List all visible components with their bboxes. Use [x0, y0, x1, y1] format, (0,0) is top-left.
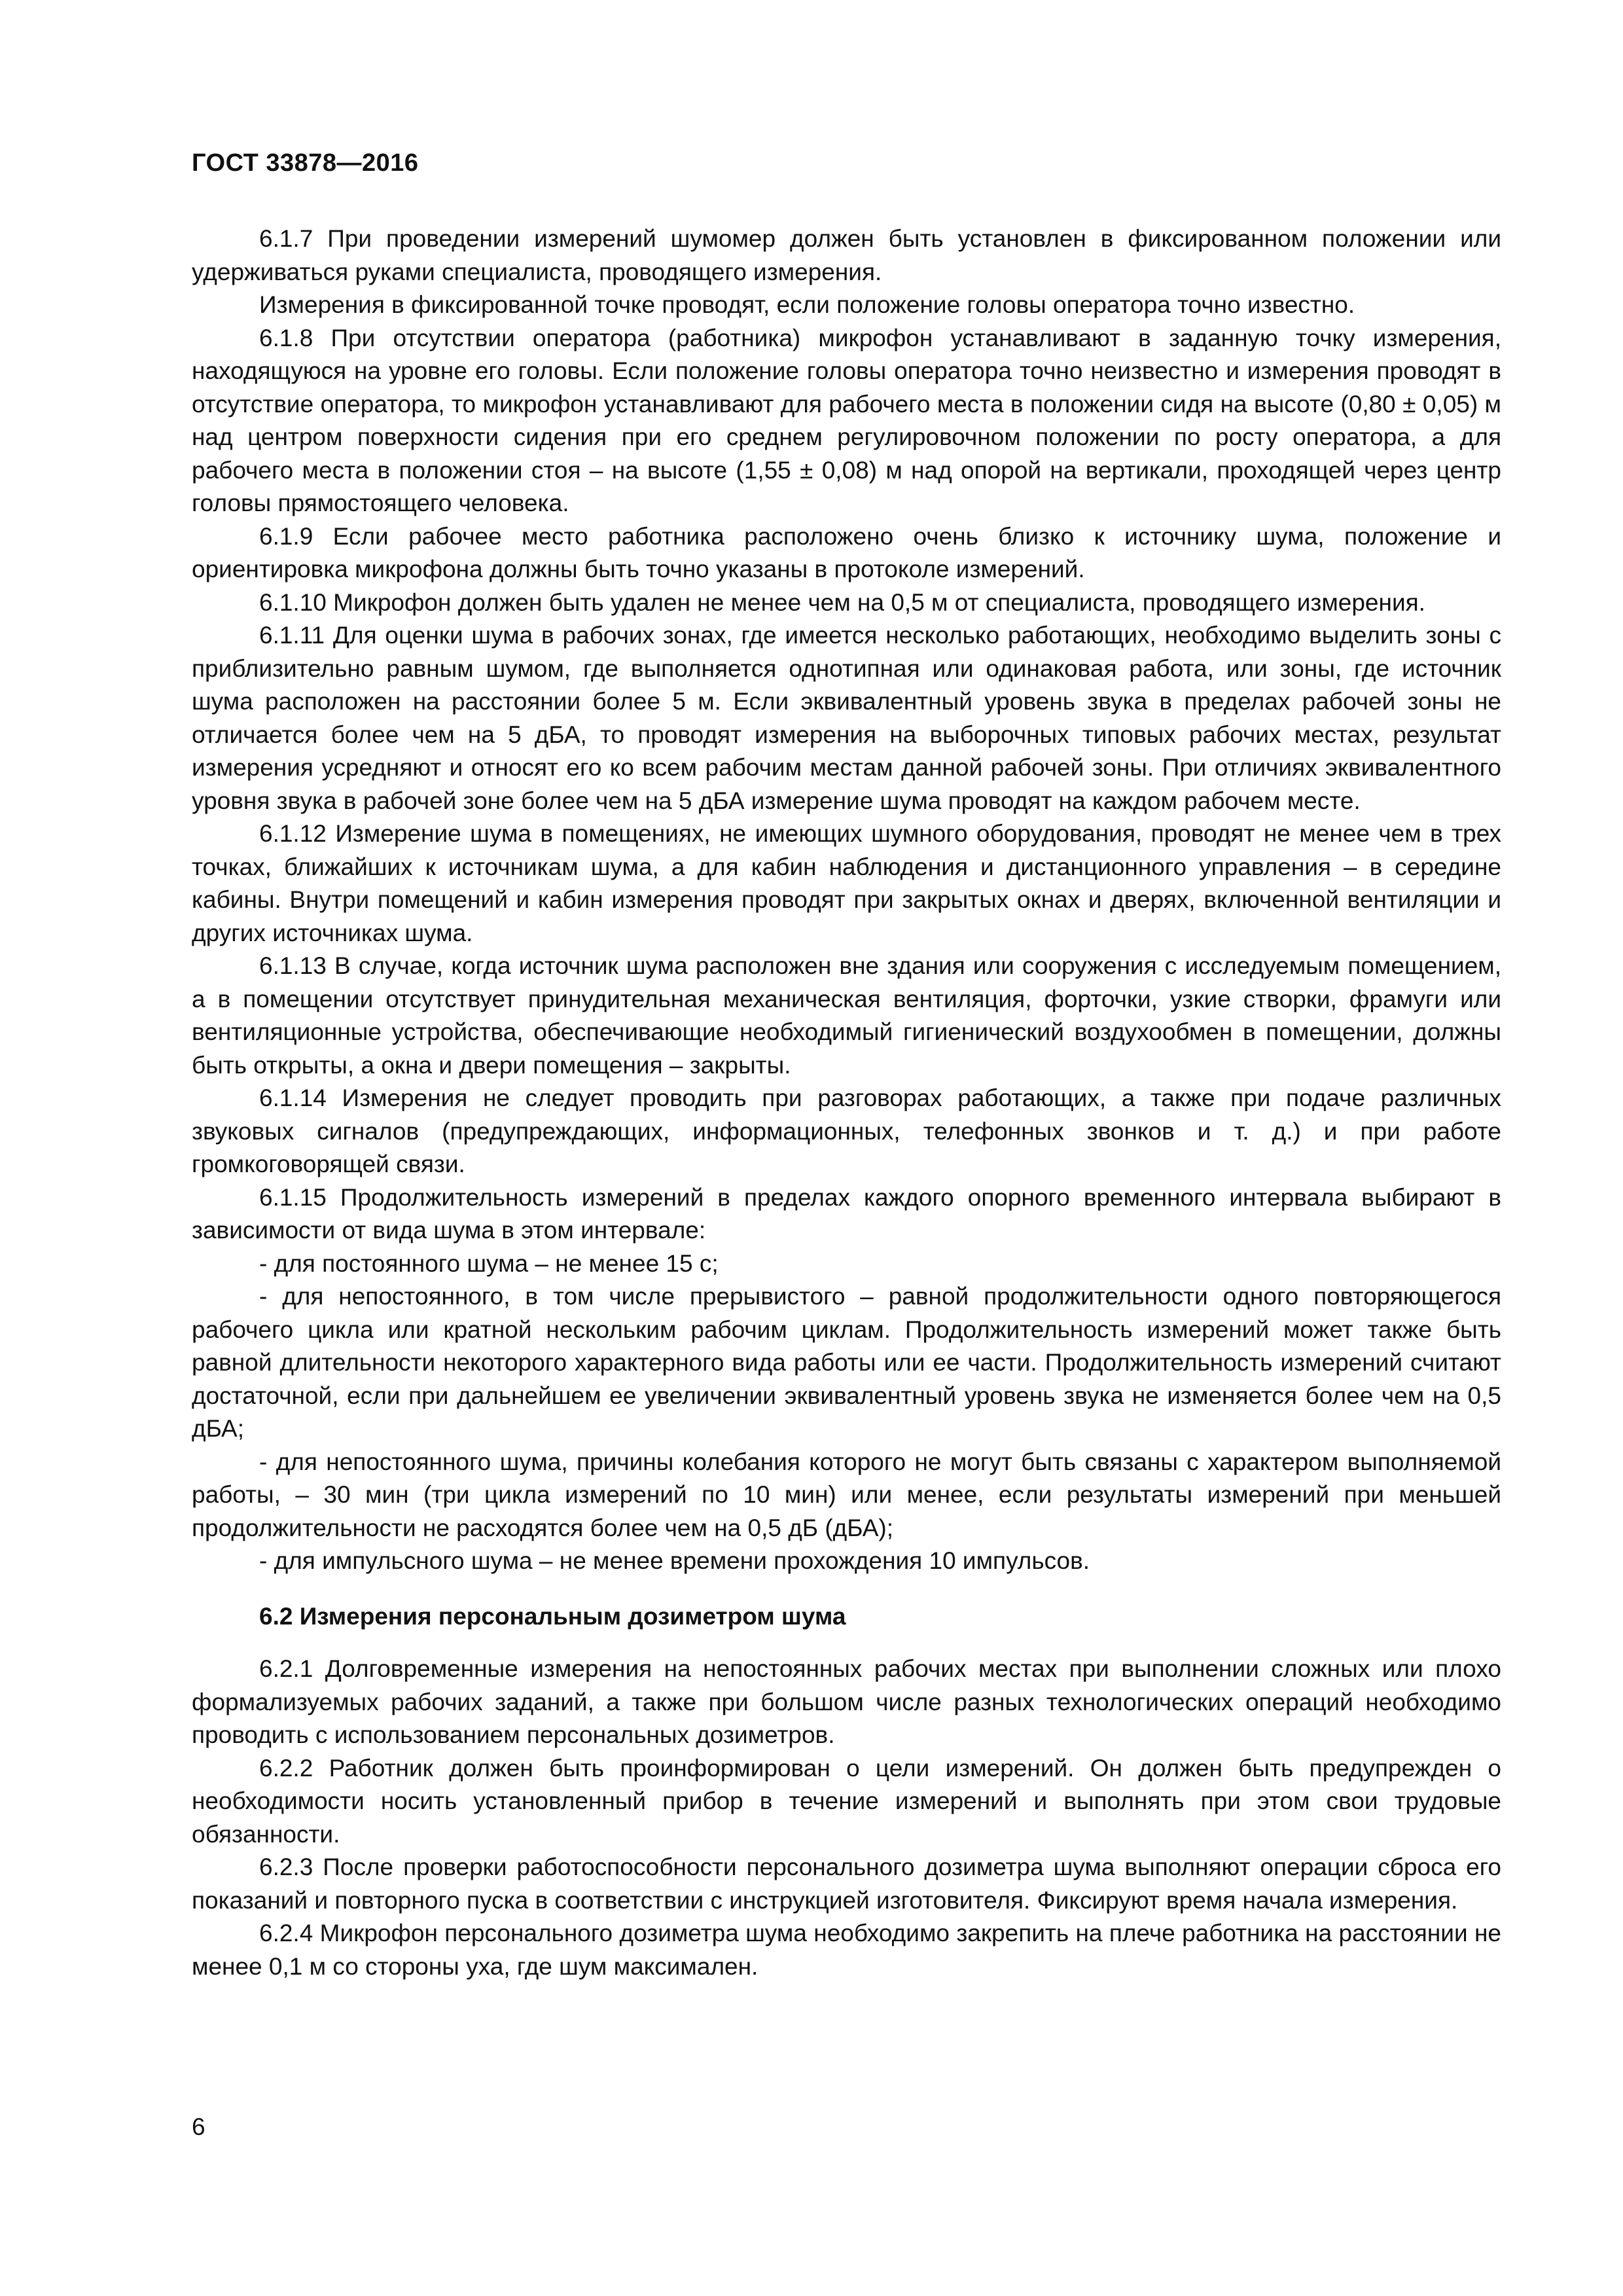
list-item-impulse-noise: - для импульсного шума – не менее времени прохождения 10 импульсов.	[259, 1547, 1090, 1574]
paragraph-6-1-11: 6.1.11 Для оценки шума в рабочих зонах, где имеется несколько работающих, необходимо выделить зоны с приблизительно равным шумом, где выполняется однотипная или одинаковая работа, или зоны, где источник шума расположен на расстоянии более 5 м. Если эквивалентный уровень звука в пределах рабочей зоны не отличается более чем на 5 дБА, то проводят измерения на выборочных типовых рабочих местах, результат измерения усредняют и относят его ко всем рабочим местам данной рабочей зоны. При отличиях эквивалентного уровня звука в рабочей зоне более чем на 5 дБА измерение шума проводят на каждом рабочем месте.	[192, 622, 1501, 814]
list-item-constant-noise: - для постоянного шума – не менее 15 с;	[259, 1249, 719, 1277]
paragraph-6-1-10: 6.1.10 Микрофон должен быть удален не менее чем на 0,5 м от специалиста, проводящего измерения.	[259, 588, 1425, 616]
list-item-nonconstant-noise: - для непостоянного, в том числе прерывистого – равной продолжительности одного повторяющегося рабочего цикла или кратной нескольким рабочим циклам. Продолжительность измерений может также быть равной длительности некоторого характерного вида работы или ее части. Продолжительность измерений считают достаточной, если при дальнейшем ее увеличении эквивалентный уровень звука не изменяется более чем на 0,5 дБА;	[192, 1283, 1501, 1442]
paragraph-6-2-4: 6.2.4 Микрофон персонального дозиметра шума необходимо закрепить на плече работника на расстоянии не менее 0,1 м со стороны уха, где шум максимален.	[192, 1920, 1501, 1980]
paragraph-6-1-15: 6.1.15 Продолжительность измерений в пределах каждого опорного временного интервала выбирают в зависимости от вида шума в этом интервале:	[192, 1183, 1501, 1244]
page-number: 6	[192, 2113, 205, 2140]
document-header: ГОСТ 33878—2016	[192, 149, 419, 177]
paragraph-fixed-point: Измерения в фиксированной точке проводят, если положение головы оператора точно известно.	[259, 291, 1355, 318]
paragraph-6-1-13: 6.1.13 В случае, когда источник шума расположен вне здания или сооружения с исследуемым помещением, а в помещении отсутствует принудительная механическая вентиляция, форточки, узкие створки, фрамуги или вентиляционные устройства, обеспечивающие необходимый гигиенический воздухообмен в помещении, должны быть открыты, а окна и двери помещения – закрыты.	[192, 952, 1501, 1079]
paragraph-6-1-12: 6.1.12 Измерение шума в помещениях, не имеющих шумного оборудования, проводят не менее чем в трех точках, ближайших к источникам шума, а для кабин наблюдения и дистанционного управления – в середине кабины. Внутри помещений и кабин измерения проводят при закрытых окнах и дверях, включенной вентиляции и других источниках шума.	[192, 820, 1501, 946]
paragraph-6-1-7: 6.1.7 При проведении измерений шумомер должен быть установлен в фиксированном положении или удерживаться руками специалиста, проводящего измерения.	[192, 225, 1501, 285]
section-heading-6-2: 6.2 Измерения персональным дозиметром шума	[259, 1602, 846, 1630]
paragraph-6-1-14: 6.1.14 Измерения не следует проводить при разговорах работающих, а также при подаче различных звуковых сигналов (предупреждающих, информационных, телефонных звонков и т. д.) и при работе громкоговорящей связи.	[192, 1085, 1501, 1177]
paragraph-6-2-1: 6.2.1 Долговременные измерения на непостоянных рабочих местах при выполнении сложных или плохо формализуемых рабочих заданий, а также при большом числе разных технологических операций необходимо проводить с использованием персональных дозиметров.	[192, 1655, 1501, 1748]
paragraph-6-2-2: 6.2.2 Работник должен быть проинформирован о цели измерений. Он должен быть предупрежден о необходимости носить установленный прибор в течение измерений и выполнять при этом свои трудовые обязанности.	[192, 1754, 1501, 1848]
paragraph-6-2-3: 6.2.3 После проверки работоспособности персонального дозиметра шума выполняют операции сброса его показаний и повторного пуска в соответствии с инструкцией изготовителя. Фиксируют время начала измерения.	[192, 1854, 1501, 1914]
document-body	[192, 223, 1501, 1983]
paragraph-6-1-8: 6.1.8 При отсутствии оператора (работника) микрофон устанавливают в заданную точку измерения, находящуюся на уровне его головы. Если положение головы оператора точно неизвестно и измерения проводят в отсутствие оператора, то микрофон устанавливают для рабочего места в положении сидя на высоте (0,80 ± 0,05) м над центром поверхности сидения при его среднем регулировочном положении по росту оператора, а для рабочего места в положении стоя – на высоте (1,55 ± 0,08) м над опорой на вертикали, проходящей через центр головы прямостоящего человека.	[192, 324, 1501, 516]
list-item-fluctuating-noise: - для непостоянного шума, причины колебания которого не могут быть связаны с характером выполняемой работы, – 30 мин (три цикла измерений по 10 мин) или менее, если результаты измерений при меньшей продолжительности не расходятся более чем на 0,5 дБ (дБА);	[192, 1448, 1501, 1541]
paragraph-6-1-9: 6.1.9 Если рабочее место работника расположено очень близко к источнику шума, положение и ориентировка микрофона должны быть точно указаны в протоколе измерений.	[192, 522, 1501, 583]
